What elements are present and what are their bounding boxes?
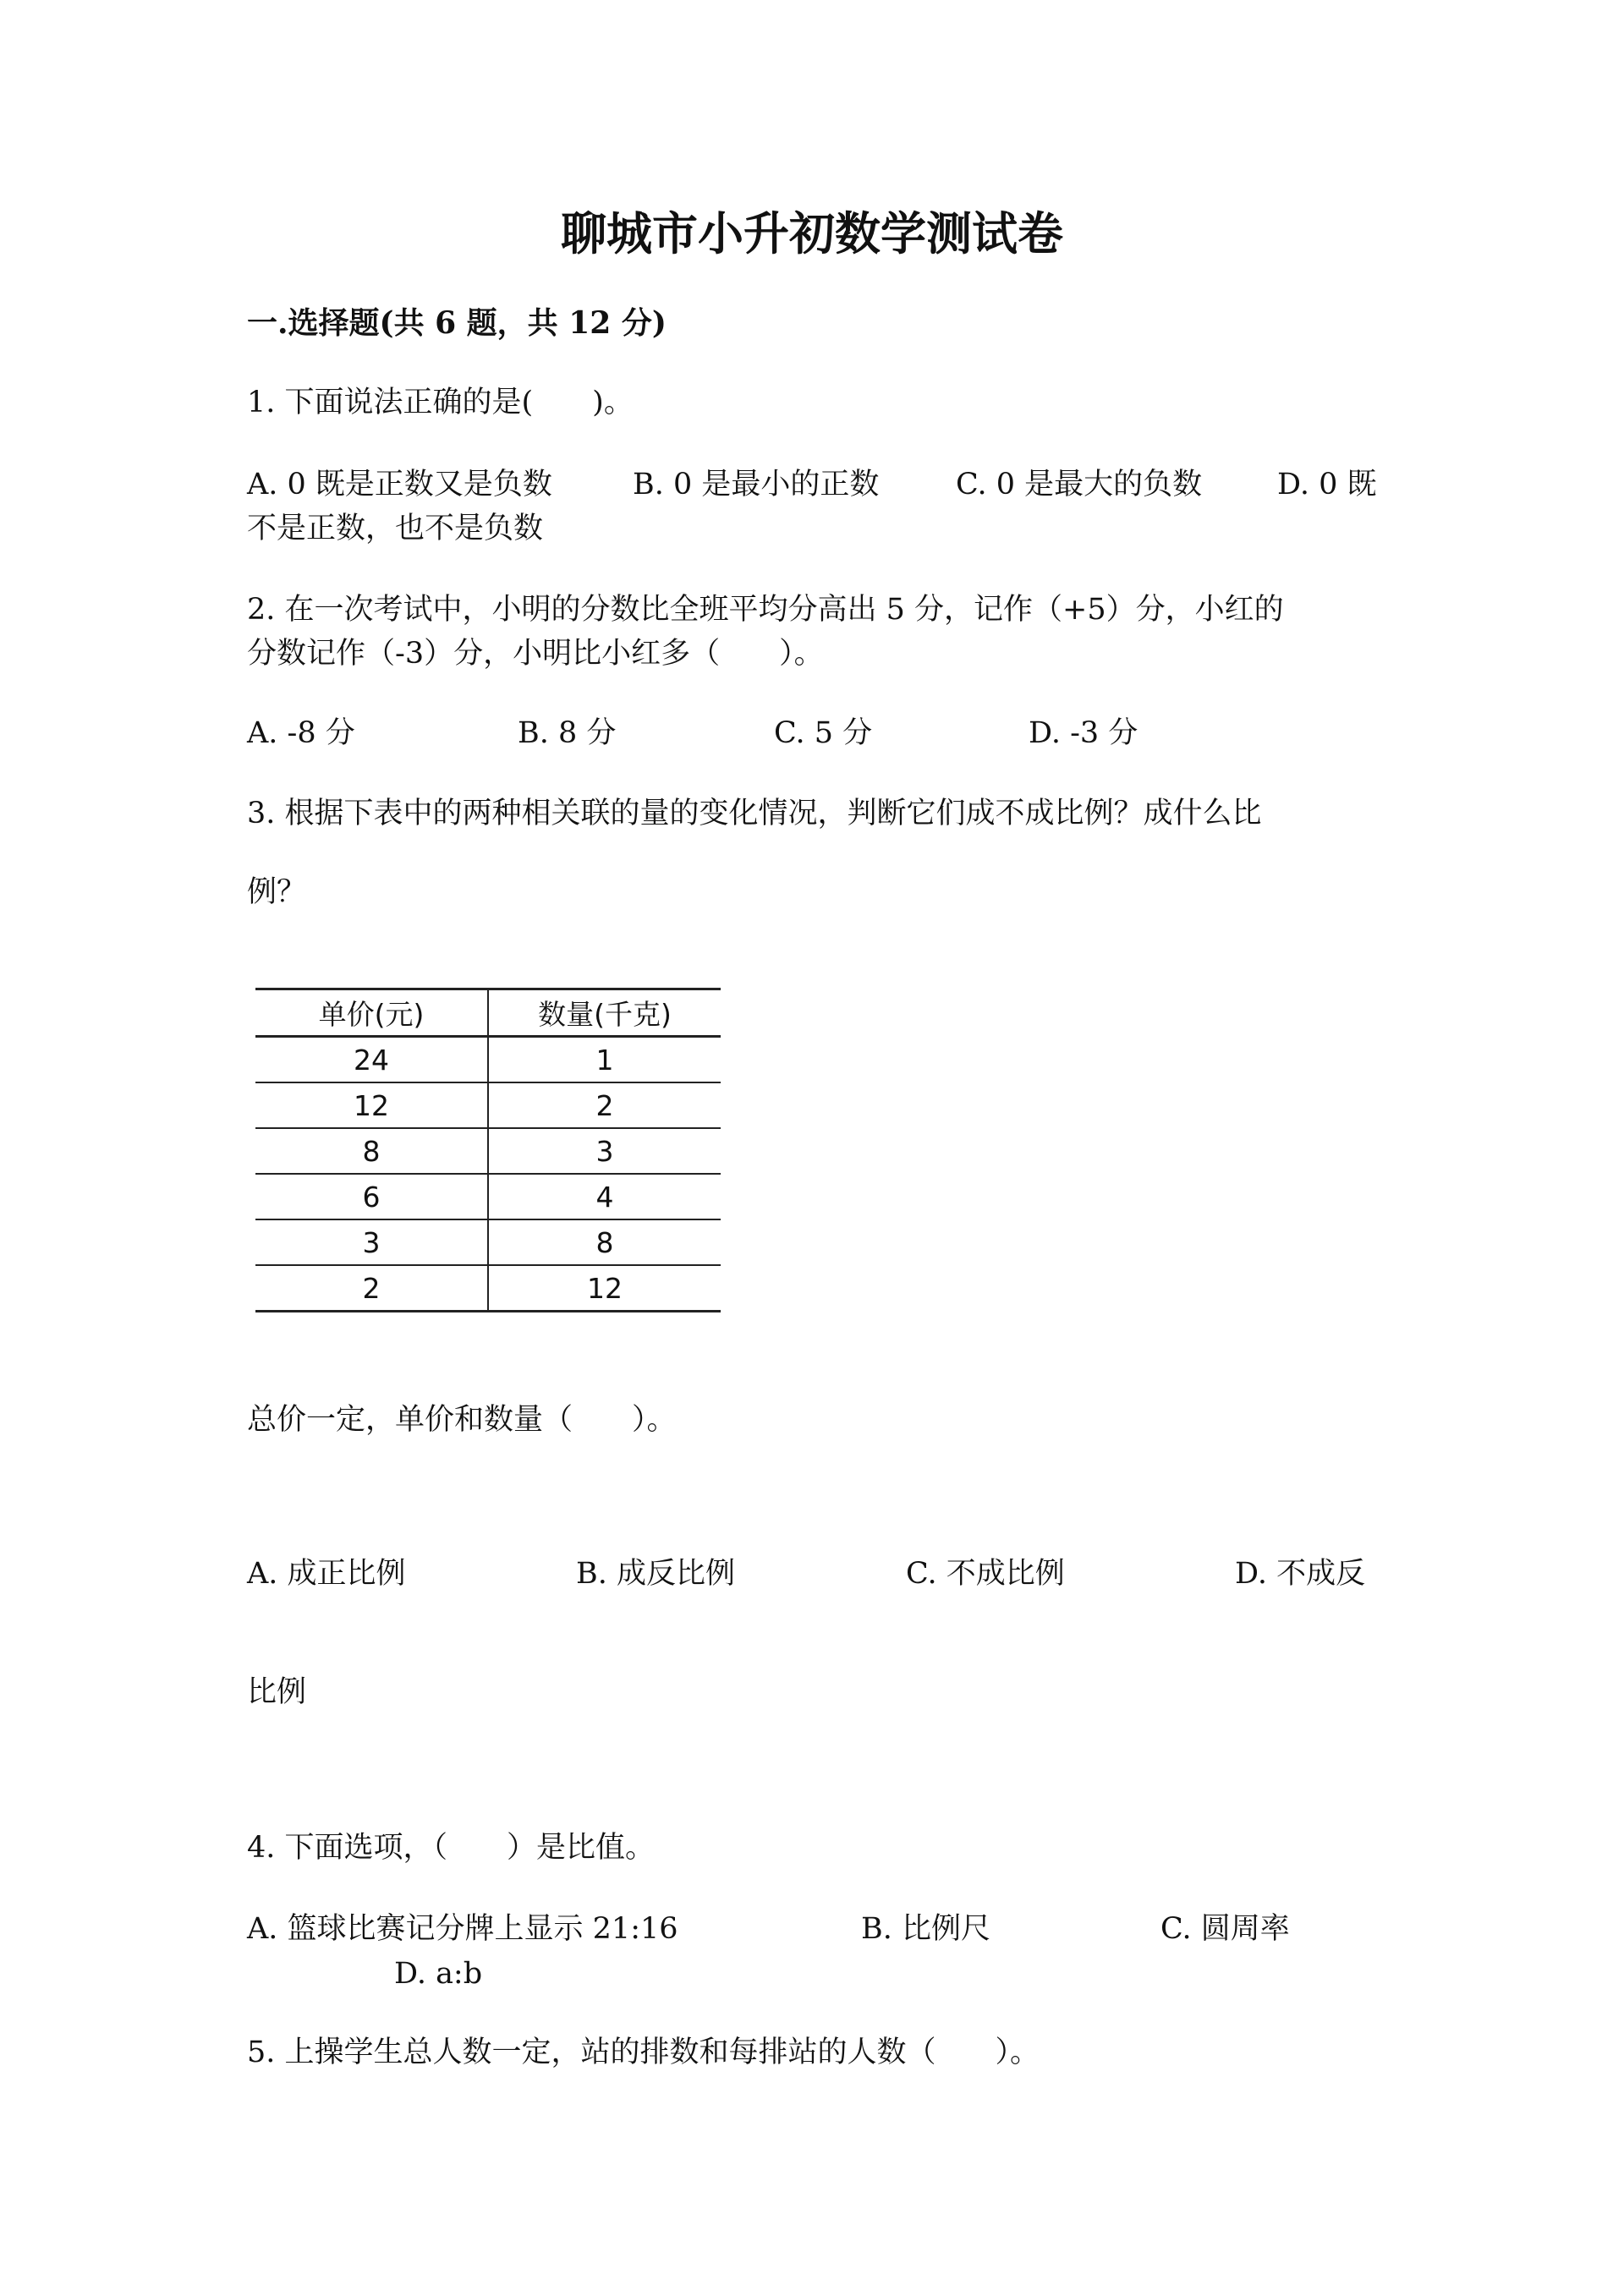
q4-option-b: B. 比例尺 xyxy=(861,1912,990,1946)
page-title: 聊城市小升初数学测试卷 xyxy=(561,206,1063,260)
table-row xyxy=(255,1265,721,1312)
q2-option-b: B. 8 分 xyxy=(518,716,617,750)
q2-option-d: D. -3 分 xyxy=(1029,716,1138,750)
q5-stem: 5. 上操学生总人数一定，站的排数和每排站的人数（ ）。 xyxy=(247,2036,1040,2069)
table-row xyxy=(255,1082,721,1128)
table-cell: 2 xyxy=(255,1265,488,1312)
q1-option-b: B. 0 是最小的正数 xyxy=(633,468,880,501)
table-row xyxy=(255,1219,721,1265)
section-heading: 一.选择题(共 6 题，共 12 分) xyxy=(247,305,667,341)
q3-option-d-continued: 比例 xyxy=(247,1675,307,1709)
q3-option-d: D. 不成反 xyxy=(1235,1557,1366,1591)
table-header-unit-price: 单价(元) xyxy=(255,989,488,1037)
q3-option-b: B. 成反比例 xyxy=(576,1557,735,1591)
table-cell: 2 xyxy=(488,1082,721,1128)
q4-option-c: C. 圆周率 xyxy=(1160,1912,1290,1946)
table-row xyxy=(255,1128,721,1174)
price-quantity-table xyxy=(255,988,721,1312)
q1-option-d: D. 0 既 xyxy=(1277,468,1377,501)
q1-option-d-continued: 不是正数，也不是负数 xyxy=(247,512,544,545)
table-cell: 8 xyxy=(255,1128,488,1174)
table-cell: 6 xyxy=(255,1174,488,1219)
q3-stem-line1: 3. 根据下表中的两种相关联的量的变化情况，判断它们成不成比例？成什么比 xyxy=(247,797,1262,830)
table-row xyxy=(255,1174,721,1219)
table-header-quantity: 数量(千克) xyxy=(488,989,721,1037)
table-cell: 12 xyxy=(255,1082,488,1128)
table-cell: 4 xyxy=(488,1174,721,1219)
q4-option-d: D. a:b xyxy=(394,1957,483,1991)
q4-stem: 4. 下面选项，（ ）是比值。 xyxy=(247,1831,656,1865)
q3-stem-line2: 例？ xyxy=(247,875,307,909)
q3-option-c: C. 不成比例 xyxy=(906,1557,1065,1591)
table-header-row xyxy=(255,989,721,1037)
q3-option-a: A. 成正比例 xyxy=(247,1557,406,1591)
q4-option-a: A. 篮球比赛记分牌上显示 21:16 xyxy=(247,1912,678,1946)
q2-option-a: A. -8 分 xyxy=(247,716,355,750)
q2-stem-line1: 2. 在一次考试中，小明的分数比全班平均分高出 5 分，记作（+5）分，小红的 xyxy=(247,593,1284,627)
q1-stem: 1. 下面说法正确的是( )。 xyxy=(247,386,634,419)
table-row xyxy=(255,1037,721,1083)
table-cell: 8 xyxy=(488,1219,721,1265)
q1-option-a: A. 0 既是正数又是负数 xyxy=(247,468,552,501)
q2-stem-line2: 分数记作（-3）分，小明比小红多（ ）。 xyxy=(247,637,824,671)
table-cell: 3 xyxy=(488,1128,721,1174)
table-cell: 12 xyxy=(488,1265,721,1312)
q2-option-c: C. 5 分 xyxy=(774,716,873,750)
table-cell: 3 xyxy=(255,1219,488,1265)
q1-option-c: C. 0 是最大的负数 xyxy=(956,468,1203,501)
q3-question: 总价一定，单价和数量（ ）。 xyxy=(247,1403,677,1437)
table-cell: 1 xyxy=(488,1037,721,1083)
table-cell: 24 xyxy=(255,1037,488,1083)
